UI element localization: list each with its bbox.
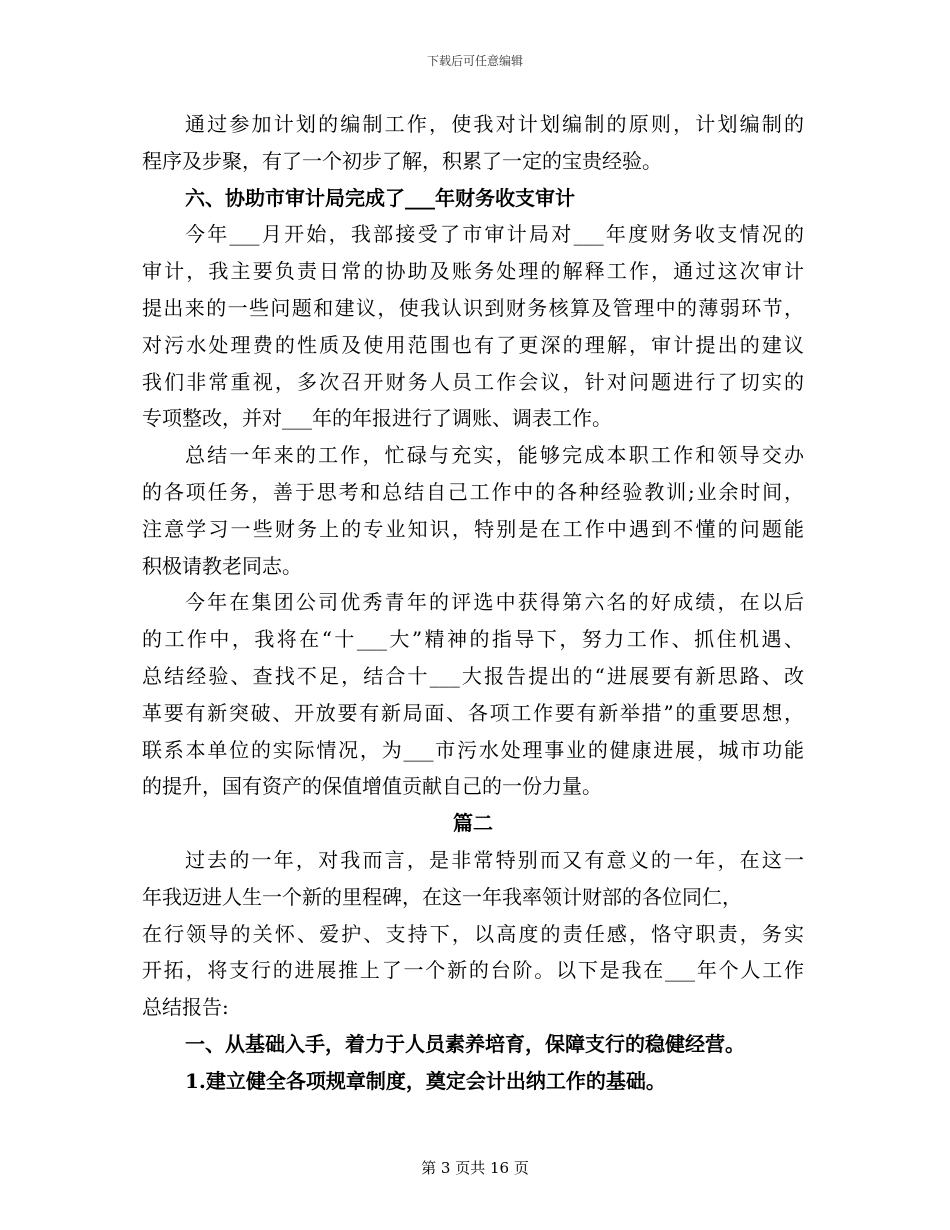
- text-line: 总结报告:: [142, 995, 229, 1020]
- text-line: 的各项任务，善于思考和总结自己工作中的各种经验教训;业余时间，: [142, 479, 804, 504]
- text-line: 开拓，将支行的进展推上了一个新的台阶。以下是我在___年个人工作: [142, 958, 804, 983]
- text-line: 的提升，国有资产的保值增值贡献自己的一份力量。: [142, 774, 602, 799]
- text-line: 联系本单位的实际情况，为___市污水处理事业的健康进展，城市功能: [142, 737, 804, 762]
- text-line: 的工作中，我将在“十___大”精神的指导下，努力工作、抓住机遇、: [142, 627, 804, 652]
- section-heading: 六、协助市审计局完成了___年财务收支审计: [185, 185, 575, 210]
- section-heading: 一、从基础入手，着力于人员素养培育，保障支行的稳健经营。: [185, 1031, 745, 1056]
- text-line: 专项整改，并对___年的年报进行了调账、调表工作。: [142, 406, 612, 431]
- text-line: 革要有新突破、开放要有新局面、各项工作要有新举措”的重要思想，: [142, 700, 804, 725]
- text-line: 程序及步聚，有了一个初步了解，积累了一定的宝贵经验。: [142, 148, 662, 173]
- text-line: 我们非常重视，多次召开财务人员工作会议，针对问题进行了切实的: [142, 369, 804, 394]
- text-line: 过去的一年，对我而言，是非常特别而又有意义的一年，在这一: [185, 847, 804, 872]
- text-line: 积极请教老同志。: [142, 553, 302, 578]
- document-body: [142, 106, 804, 1100]
- section-heading: 1.建立健全各项规章制度，奠定会计出纳工作的基础。: [185, 1068, 666, 1093]
- section-title: 篇二: [453, 811, 493, 836]
- page-footer: 第 3 页共 16 页: [421, 1159, 529, 1177]
- text-line: 提出来的一些问题和建议，使我认识到财务核算及管理中的薄弱环节，: [142, 295, 804, 320]
- text-line: 通过参加计划的编制工作，使我对计划编制的原则，计划编制的: [185, 112, 804, 136]
- text-line: 总结经验、查找不足，结合十___大报告提出的“进展要有新思路、改: [142, 663, 804, 688]
- text-line: 对污水处理费的性质及使用范围也有了更深的理解，审计提出的建议: [142, 332, 804, 357]
- text-line: 审计，我主要负责日常的协助及账务处理的解释工作，通过这次审计: [142, 259, 804, 284]
- text-line: 总结一年来的工作，忙碌与充实，能够完成本职工作和领导交办: [185, 443, 804, 468]
- text-line: 年我迈进人生一个新的里程碑，在这一年我率领计财部的各位同仁，: [142, 884, 742, 909]
- page-header: 下载后可任意编辑: [426, 54, 523, 68]
- text-line: 注意学习一些财务上的专业知识，特别是在工作中遇到不懂的问题能: [142, 516, 804, 541]
- text-line: 在行领导的关怀、爱护、支持下，以高度的责任感，恪守职责，务实: [142, 921, 804, 946]
- text-line: 今年在集团公司优秀青年的评选中获得第六名的好成绩，在以后: [185, 590, 804, 615]
- text-line: 今年___月开始，我部接受了市审计局对___年度财务收支情况的: [185, 222, 804, 247]
